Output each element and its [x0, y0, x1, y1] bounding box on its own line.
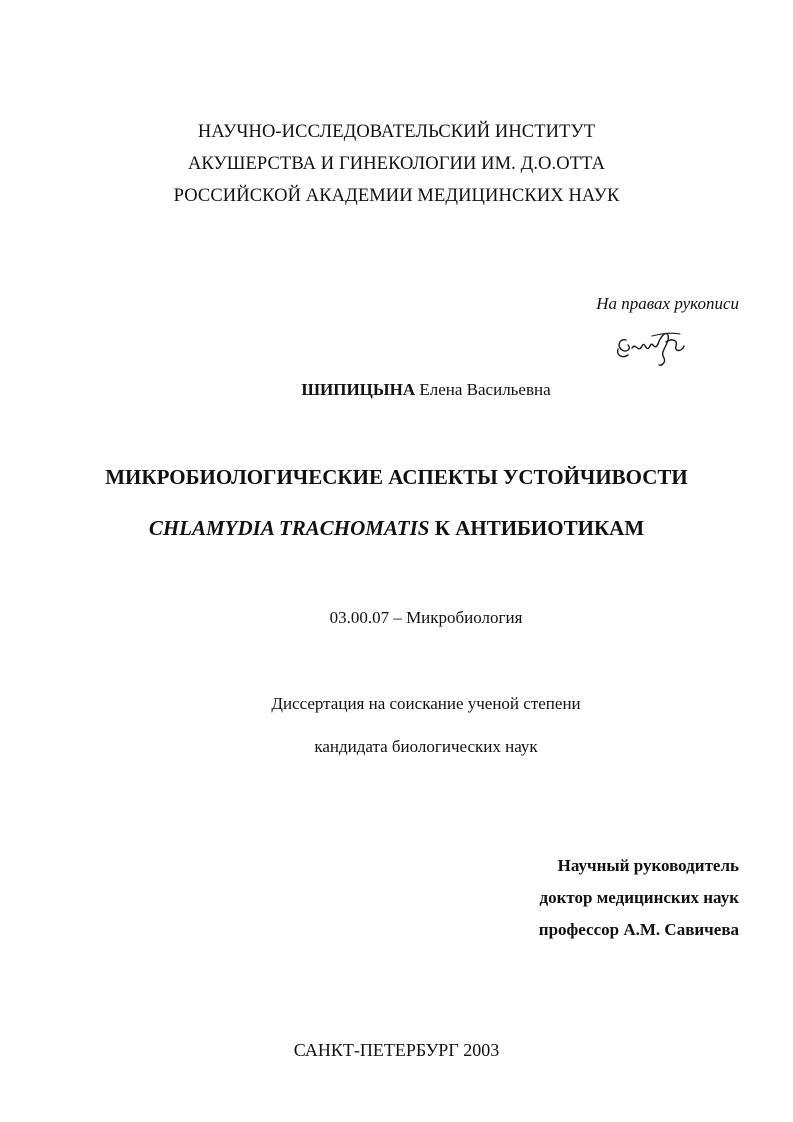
specialty-code: 03.00.07 – Микробиология — [329, 608, 523, 627]
title-line-1: МИКРОБИОЛОГИЧЕСКИЕ АСПЕКТЫ УСТОЙЧИВОСТИ — [105, 465, 688, 489]
title-organism: CHLAMYDIA TRACHOMATIS — [148, 516, 430, 540]
city-year: САНКТ-ПЕТЕРБУРГ 2003 — [293, 1040, 500, 1060]
supervisor-degree: доктор медицинских наук — [539, 888, 739, 907]
handwritten-signature-icon — [612, 322, 692, 368]
title-line-2-rest: К АНТИБИОТИКАМ — [429, 516, 645, 540]
institution-line-1: НАУЧНО-ИССЛЕДОВАТЕЛЬСКИЙ ИНСТИТУТ — [197, 122, 596, 142]
title-line-2 — [0, 516, 793, 541]
manuscript-rights-note: На правах рукописи — [596, 294, 739, 313]
author-name — [0, 380, 793, 400]
author-given-names: Елена Васильевна — [419, 380, 551, 399]
degree-line-2: кандидата биологических наук — [314, 737, 538, 756]
institution-line-3: РОССИЙСКОЙ АКАДЕМИИ МЕДИЦИНСКИХ НАУК — [173, 186, 620, 206]
supervisor-label: Научный руководитель — [557, 856, 739, 875]
author-surname: ШИПИЦЫНА — [301, 380, 416, 399]
institution-line-2: АКУШЕРСТВА И ГИНЕКОЛОГИИ ИМ. Д.О.ОТТА — [187, 154, 606, 174]
supervisor-name: профессор А.М. Савичева — [538, 920, 739, 939]
degree-line-1: Диссертация на соискание ученой степени — [271, 694, 581, 713]
